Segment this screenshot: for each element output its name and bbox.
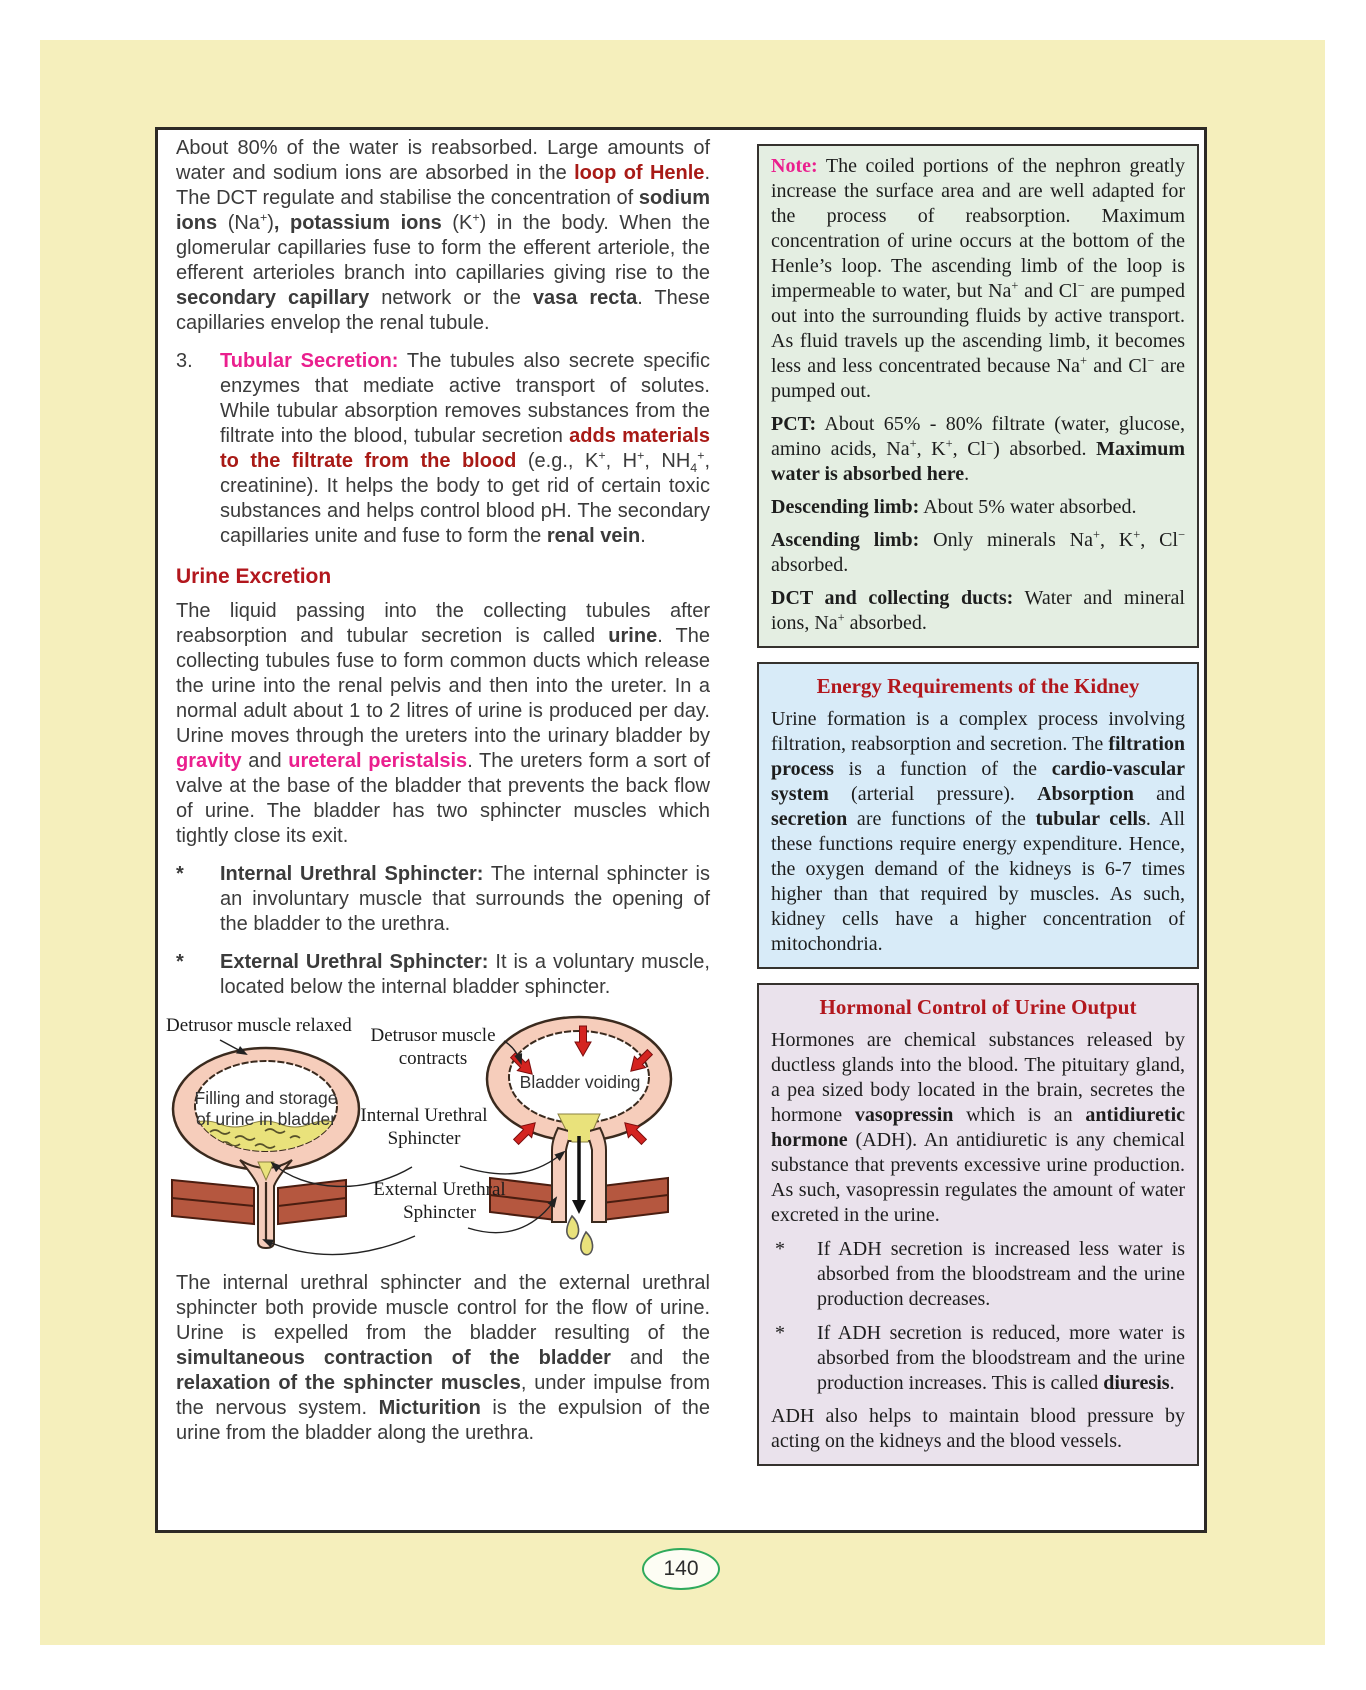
note-paragraph: Note: The coiled portions of the nephron greatly increase the surface area and are well adapted for the process of reabsorption. Maximum concentration of urine occurs at the bottom of the Henle’s loop. The ascending limb of the loop is impermeable to water, but Na+ and Cl− are pumped out into the surrounding fluids by active transport. As fluid travels up the ascending limb, it becomes less and less concentrated because Na+ and Cl− are pumped out. bbox=[771, 155, 1185, 402]
right-bladder-voiding bbox=[487, 1017, 671, 1255]
content-frame bbox=[155, 127, 1207, 1533]
adh-reduced-text: If ADH secretion is reduced, more water is absorbed from the bloodstream and the urine production increases. This is called diuresis. bbox=[817, 1322, 1185, 1394]
bullet-marker: * bbox=[775, 1238, 785, 1260]
note-box bbox=[757, 144, 1199, 648]
label-detrusor-relaxed: Detrusor muscle relaxed bbox=[166, 1015, 352, 1036]
pct-paragraph: PCT: About 65% - 80% filtrate (water, glucose, amino acids, Na+, K+, Cl−) absorbed. Maximum water is absorbed here. bbox=[771, 413, 1186, 485]
adh-increased-bullet bbox=[771, 1237, 1185, 1312]
bullet-marker: * bbox=[176, 863, 184, 885]
list-item-tubular-secretion bbox=[176, 349, 710, 549]
dct-paragraph: DCT and collecting ducts: Water and mineral ions, Na+ absorbed. bbox=[771, 587, 1185, 634]
label-detrusor-contracts: Detrusor muscle contracts bbox=[370, 1025, 496, 1069]
urine-excretion-heading: Urine Excretion bbox=[176, 565, 332, 588]
page-number: 140 bbox=[663, 1557, 699, 1580]
paragraph-micturition: The internal urethral sphincter and the external urethral sphincter both provide muscle control for the flow of urine. Urine is expelled from the bladder resulting of the simultaneous contraction of the bladder and the relaxation of the sphincter muscles, under impulse from the nervous system. Micturition is the expulsion of the urine from the bladder along the urethra. bbox=[176, 1272, 711, 1444]
bullet-internal-sphincter bbox=[176, 862, 710, 937]
energy-box-body: Urine formation is a complex process involving filtration, reabsorption and secretion. The filtration process is a function of the cardio-vascular system (arterial pressure). Absorption and secretion are functions of the tubular cells. All these functions require energy expenditure. Hence, the oxygen demand of the kidneys is 6-7 times higher than that required by muscles. As such, kidney cells have a higher concentration of mitochondria. bbox=[771, 708, 1185, 955]
energy-requirements-box bbox=[757, 662, 1199, 969]
bullet-marker: * bbox=[775, 1322, 785, 1344]
adh-reduced-bullet bbox=[771, 1321, 1185, 1396]
left-column bbox=[166, 136, 711, 1446]
right-column bbox=[757, 136, 1199, 1466]
internal-sphincter-text: Internal Urethral Sphincter: The internal sphincter is an involuntary muscle that surrounds the opening of the bladder to the urethra. bbox=[220, 863, 710, 935]
hormonal-box-title: Hormonal Control of Urine Output bbox=[819, 995, 1137, 1019]
adh-increased-text: If ADH secretion is increased less water is absorbed from the bloodstream and the urine production decreases. bbox=[817, 1238, 1185, 1310]
page-number-badge bbox=[642, 1548, 720, 1590]
energy-box-title: Energy Requirements of the Kidney bbox=[816, 674, 1140, 698]
adh-blood-pressure-text: ADH also helps to maintain blood pressure by acting on the kidneys and the blood vessels. bbox=[771, 1405, 1185, 1452]
urine-flow-arrow-icon bbox=[572, 1136, 586, 1214]
label-bladder-voiding: Bladder voiding bbox=[519, 1072, 641, 1092]
paragraph-water-reabsorption: About 80% of the water is reabsorbed. Large amounts of water and sodium ions are absorbed in the loop of Henle. The DCT regulate and stabilise the concentration of sodium ions (Na+), potassium ions (K+) in the body. When the glomerular capillaries fuse to form the efferent arteriole, the efferent arterioles branch into capillaries giving rise to the secondary capillary network or the vasa recta. These capillaries envelop the renal tubule. bbox=[176, 137, 710, 334]
label-internal-sphincter: Internal Urethral Sphincter bbox=[360, 1105, 488, 1149]
descending-limb-paragraph: Descending limb: About 5% water absorbed. bbox=[771, 496, 1137, 518]
tubular-secretion-text: Tubular Secretion: The tubules also secrete specific enzymes that mediate active transport of solutes. While tubular absorption removes substances from the filtrate into the blood, tubular secretion adds materials to the filtrate from the blood (e.g., K+, H+, $NH_4^+$, creatinine). It helps the body to get rid of certain toxic substances and helps control blood pH. The secondary capillaries unite and fuse to form the renal vein. bbox=[220, 350, 711, 547]
ascending-limb-paragraph: Ascending limb: Only minerals Na+, K+, Cl− absorbed. bbox=[771, 527, 1185, 576]
bladder-diagram bbox=[160, 1010, 708, 1265]
hormonal-box-intro: Hormones are chemical substances released by ductless glands into the blood. The pituitary gland, a pea sized body located in the brain, secretes the hormone vasopressin which is an antidiuretic hormone (ADH). An antidiuretic is any chemical substance that prevents excessive urine production. As such, vasopressin regulates the amount of water excreted in the urine. bbox=[771, 1029, 1186, 1226]
page-background bbox=[40, 40, 1325, 1645]
hormonal-control-box bbox=[757, 983, 1199, 1466]
urine-droplet-icon bbox=[567, 1216, 593, 1255]
label-filling-storage: Filling and storage of urine in bladder bbox=[194, 1088, 338, 1129]
list-number: 3. bbox=[176, 350, 193, 372]
paragraph-urine-excretion: The liquid passing into the collecting tubules after reabsorption and tubular secretion is called urine. The collecting tubules fuse to form common ducts which release the urine into the renal pelvis and then into the ureter. In a normal adult about 1 to 2 litres of urine is produced per day. Urine moves through the ureters into the urinary bladder by gravity and ureteral peristalsis. The ureters form a sort of valve at the base of the bladder that prevents the back flow of urine. The bladder has two sphincter muscles which tightly close its exit. bbox=[176, 600, 711, 847]
label-external-sphincter: External Urethral Sphincter bbox=[373, 1179, 506, 1223]
left-bladder-filling bbox=[172, 1048, 359, 1248]
bullet-marker: * bbox=[176, 951, 184, 973]
bullet-external-sphincter bbox=[176, 950, 710, 1000]
external-sphincter-text: External Urethral Sphincter: It is a voluntary muscle, located below the internal bladder sphincter. bbox=[220, 951, 710, 998]
